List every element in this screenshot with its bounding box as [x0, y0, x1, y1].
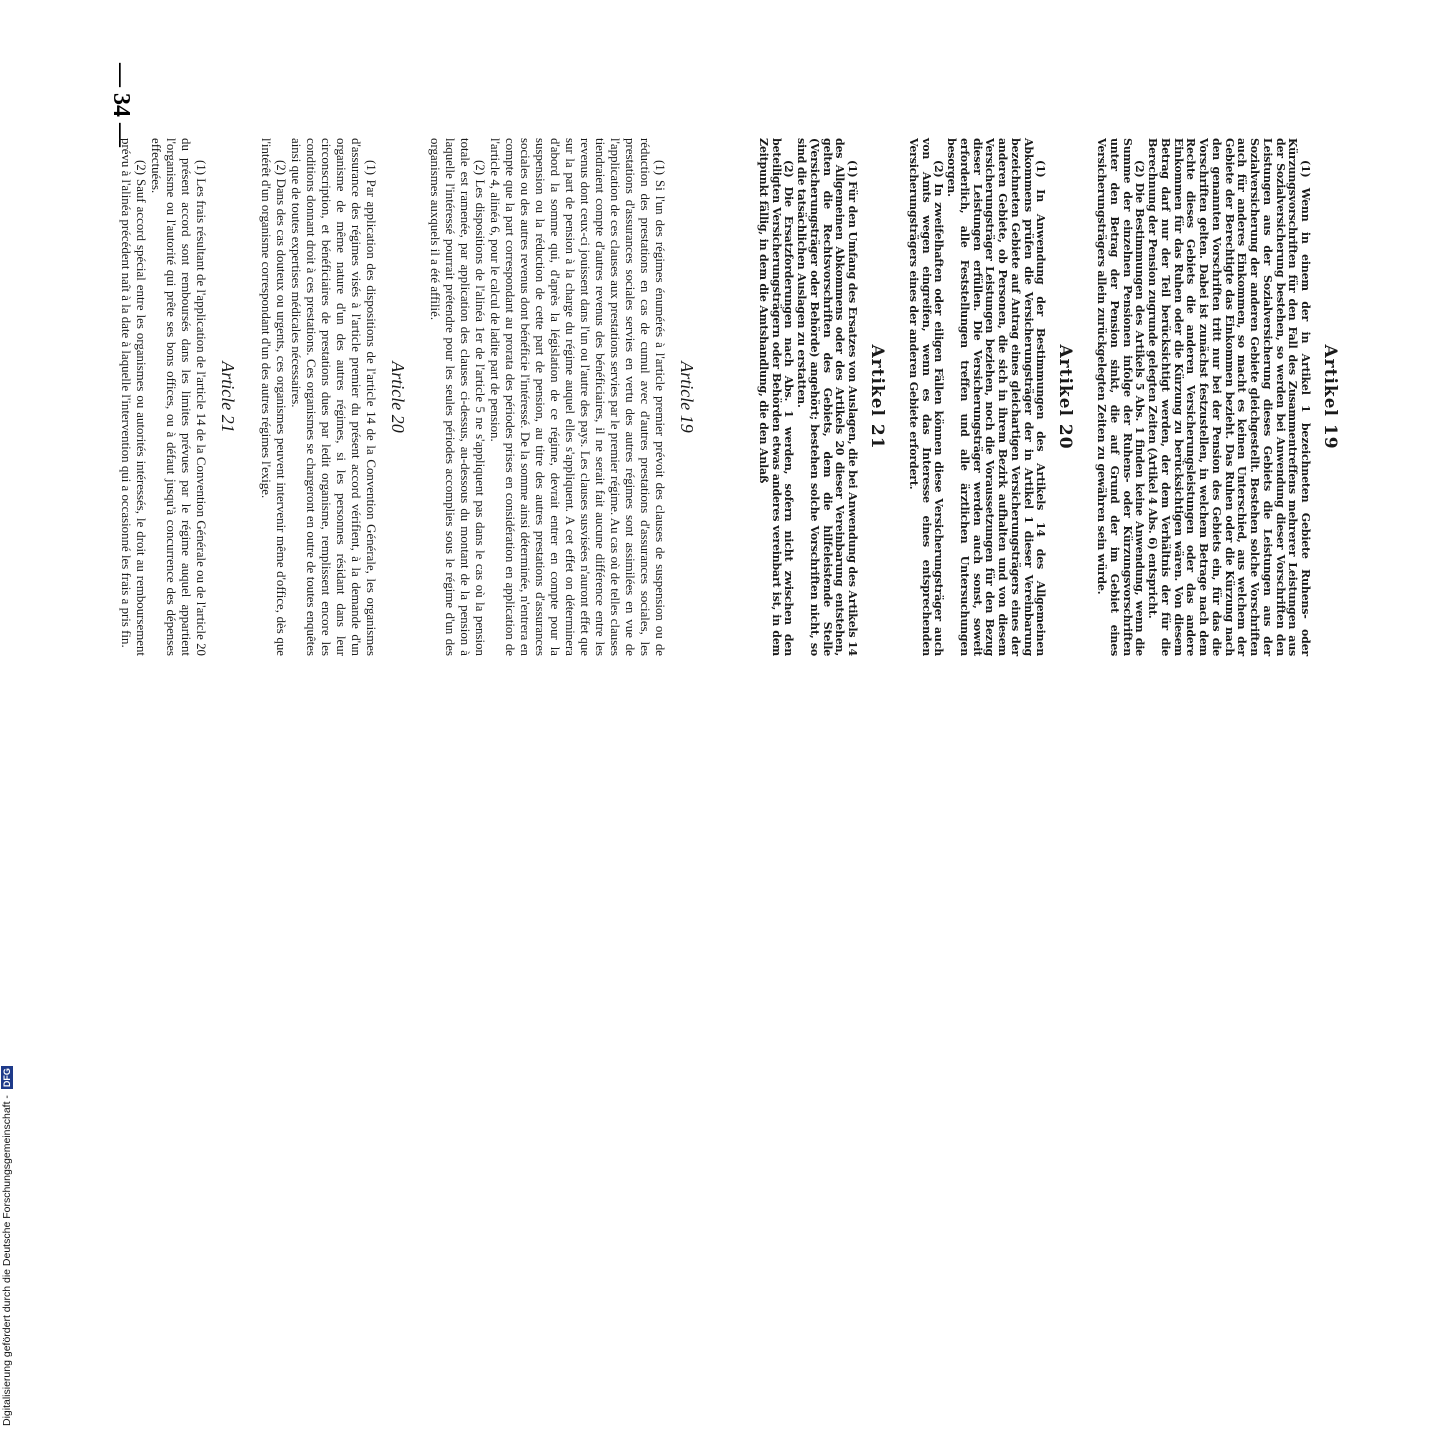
dfg-logo: DFG [2, 1068, 12, 1088]
german-article-19 [1094, 138, 1340, 656]
french-article-21-heading: Article 21 [217, 361, 238, 433]
german-article-19-para-2: (2) Die Bestimmungen des Artikels 5 Abs. 1 finden keine Anwendung, wenn die Summe der einzelnen Pensionen infolge der Ruhens- oder Kürzungsvorschriften unter den Betrag der Pension sinkt, die auf Grund der im Gebiet eines Versicherungsträgers allein zurückgelegten Zeiten zu gewähren sein würde. [1094, 138, 1147, 656]
french-article-19-para-2: (2) Les dispositions de l'alinéa 1er de l'article 5 ne s'appliquent pas dans le cas où la pension totale est ramenée, par application des clauses ci-dessus, au-dessous du montant de la pension à laquelle l'intéressé pourrait prétendre pour les seules périodes accomplies sous le régime d'un des organismes auxquels il a été affilié. [428, 138, 488, 656]
german-article-20-heading: Artikel 20 [1055, 344, 1076, 450]
digitization-credit-text: Digitalisierung gefördert durch die Deutsche Forschungsgemeinschaft - [1, 1095, 13, 1426]
french-article-20-para-2: (2) Dans des cas douteux ou urgents, ces organismes peuvent intervenir même d'office, dès que l'intérêt d'un organisme correspondant d'un des autres régimes l'exige. [258, 138, 288, 656]
french-article-19 [428, 138, 697, 656]
french-article-20-heading: Article 20 [387, 361, 408, 433]
german-article-19-para-1: (1) Wenn in einem der in Artikel 1 bezeichneten Gebiete Ruhens- oder Kürzungsvorschriften für den Fall des Zusammentreffens mehrerer Leistungen aus der Sozialversicherung bestehen, so werden bei Anwendung dieser Vorschriften den Leistungen aus der Sozialversicherung dieses Gebiets die Leistungen aus der Sozialversicherung der anderen Gebiete gleichgestellt. Bestehen solche Vorschriften auch für anderes Einkommen, so macht es keinen Unterschied, aus welchem der Gebiete der Berechtigte das Einkommen bezieht. Das Ruhen oder die Kürzung nach den genannten Vorschriften tritt nur bei der Pension des Gebiets ein, für das die Vorschriften gelten. Dabei ist zunächst festzustellen, in welchem Betrage nach dem Rechte dieses Gebiets die anderen Versicherungsleistungen oder das andere Einkommen für das Ruhen oder die Kürzung zu berücksichtigen wären. Von diesem Betrag darf nur der Teil berücksichtigt werden, der dem Verhältnis der für die Berechnung der Pension zugrunde gelegten Zeiten (Artikel 4 Abs. 6) entspricht. [1146, 138, 1313, 656]
german-article-21-heading: Artikel 21 [867, 344, 888, 450]
german-article-21-para-2: (2) Die Ersatzforderungen nach Abs. 1 werden, sofern nicht zwischen den beteiligten Versicherungsträgern oder Behörden etwas anderes vereinbart ist, in dem Zeitpunkt fällig, in dem die Amtshandlung, die den Anlaß [756, 138, 796, 656]
french-article-19-para-1: (1) Si l'un des régimes énumérés à l'article premier prévoit des clauses de suspension ou de réduction des prestations en cas de cumul avec d'autres prestations d'assurances sociales, les prestations d'assurances sociales servies en vertu des autres régimes sont assimilées en vue de l'application de ces clauses aux prestations servies par le premier régime. Au cas où de telles clauses tiendraient compte d'autres revenus des bénéficiaires, il ne serait fait aucune différence entre les revenus dont ceux-ci jouissent dans l'un ou l'autre des pays. Les clauses susvisées n'auront effet que sur la part de pension à la charge du régime auquel elles s'appliquent. A cet effet on déterminera d'abord la somme qui, d'après la législation de ce régime, devrait entrer en compte pour la suspension ou la réduction de cette part de pension, au titre des autres prestations d'assurances sociales ou des autres revenus dont bénéficie l'intéressé. De la somme ainsi déterminée, n'entrera en compte que la part correspondant au prorata des périodes prises en considération en application de l'article 4, alinéa 6, pour le calcul de ladite part de pension. [488, 138, 668, 656]
german-article-20-para-1: (1) In Anwendung der Bestimmungen des Artikels 14 des Allgemeinen Abkommens prüfen die Versicherungsträger der in Artikel 1 dieser Vereinbarung bezeichneten Gebiete auf Antrag eines gleichartigen Versicherungsträgers eines der anderen Gebiete, ob Personen, die sich in ihrem Bezirk aufhalten und von diesem Versicherungsträger Leistungen beziehen, noch die Voraussetzungen für den Bezug dieser Leistungen erfüllen. Die Versicherungsträger werden auch sonst, soweit erforderlich, alle Feststellungen treffen und alle ärztlichen Untersuchungen besorgen. [945, 138, 1048, 656]
french-article-20 [258, 138, 408, 656]
page-number: — 34 — [108, 63, 134, 147]
french-article-21 [118, 138, 238, 656]
german-article-19-heading: Artikel 19 [1320, 344, 1340, 450]
german-article-20 [906, 138, 1076, 656]
german-article-21-para-1: (1) Für den Umfang des Ersatzes von Auslagen, die bei Anwendung des Artikels 14 des Allgemeinen Abkommens oder des Artikels 20 dieser Vereinbarung entstehen, gelten die Rechtsvorschriften des Gebiets, dem die hilfeleistende Stelle (Versicherungsträger oder Behörde) angehört; bestehen solche Vorschriften nicht, so sind die tatsächlichen Auslagen zu erstatten. [795, 138, 860, 656]
french-article-19-heading: Article 19 [677, 361, 697, 433]
french-article-21-para-1: (1) Les frais résultant de l'application de l'article 14 de la Convention Générale ou de l'article 20 du présent accord sont remboursés dans les limites prévues par le régime auquel appartient l'organisme ou l'autorité qui prête ses bons offices, ou à défaut jusqu'à concurrence des dépenses effectuées. [148, 138, 208, 656]
german-article-20-para-2: (2) In zweifelhaften oder eiligen Fällen können diese Versicherungsträger auch von Amts wegen eingreifen, wenn es das Interesse eines entsprechenden Versicherungsträgers eines der anderen Gebiete erfordert. [906, 138, 946, 656]
french-column [104, 138, 697, 656]
german-article-21 [756, 138, 888, 656]
french-article-20-para-1: (1) Par application des dispositions de l'article 14 de la Convention Générale, les organismes d'assurance des régimes visés à l'article premier du présent accord vérifient, à la demande d'un organisme de même nature d'un des autres régimes, si les personnes résidant dans leur circonscription, et bénéficiaires de prestations dues par ledit organisme, remplissent encore les conditions donnant droit à ces prestations. Ces organismes se chargeront en outre de toutes enquêtes ainsi que de toutes expertises médicales nécessaires. [288, 138, 378, 656]
digitization-credit [0, 434, 14, 1434]
french-article-21-para-2: (2) Sauf accord spécial entre les organismes ou autorités intéressés, le droit au remboursement prévu à l'alinéa précédent naît à la date à laquelle l'intervention qui a occasionné les frais a pris fin. [119, 138, 148, 656]
german-column [746, 138, 1340, 656]
